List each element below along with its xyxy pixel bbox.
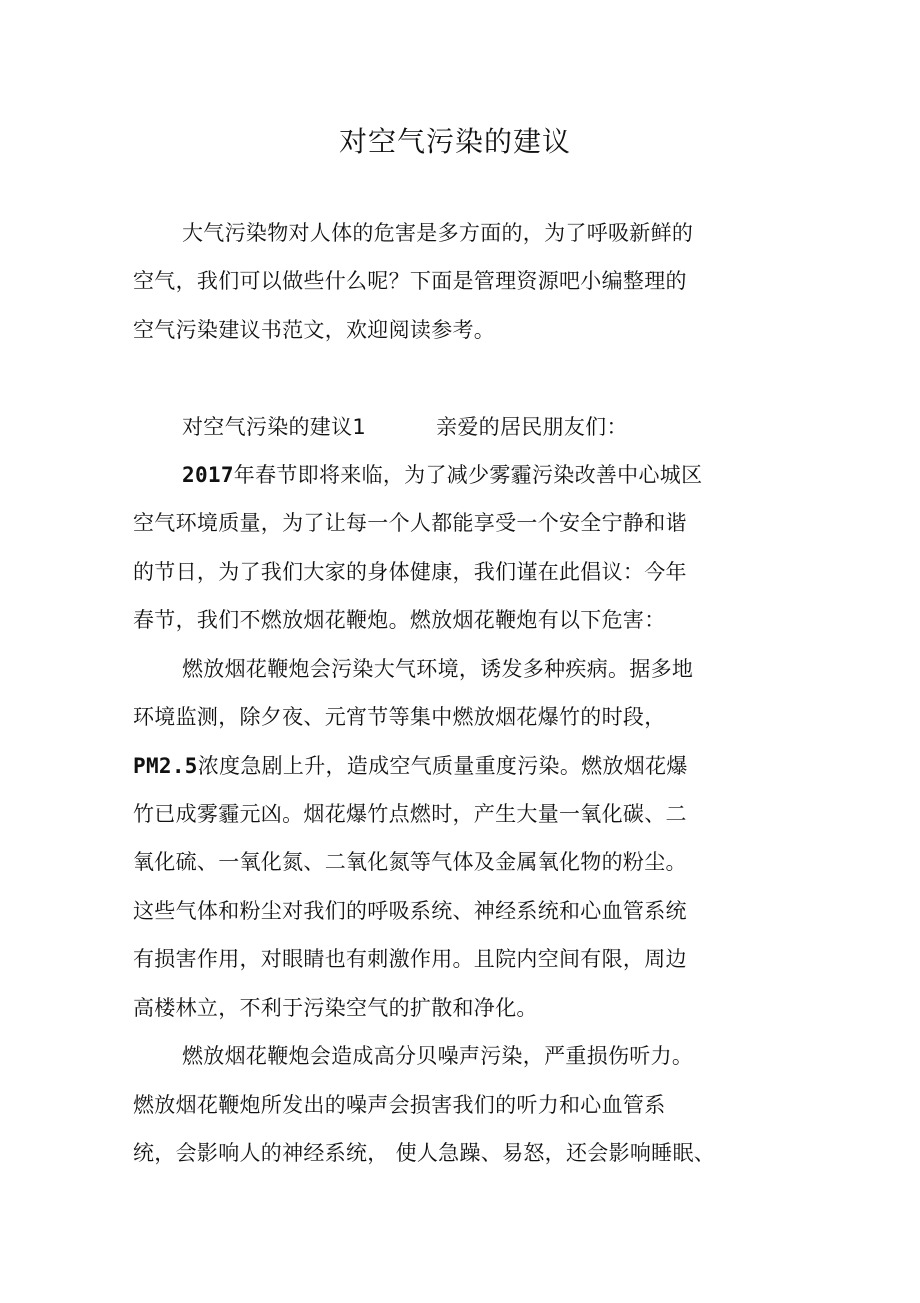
pm25-text: PM2.5	[133, 754, 198, 778]
para1-line-4: 春节，我们不燃放烟花鞭炮。燃放烟花鞭炮有以下危害：	[133, 608, 666, 632]
intro-line-2: 空气，我们可以做些什么呢？下面是管理资源吧小编整理的	[133, 269, 687, 293]
para1-line-2: 空气环境质量，为了让每一个人都能享受一个安全宁静和谐	[133, 511, 687, 535]
para1-line-3: 的节日，为了我们大家的身体健康，我们谨在此倡议：今年	[133, 560, 687, 584]
para2-line-3-rest: 浓度急剧上升，造成空气质量重度污染。燃放烟花爆	[197, 754, 688, 778]
para2-line-2: 环境监测，除夕夜、元宵节等集中燃放烟花爆竹的时段，	[133, 705, 666, 729]
para3-line-1: 燃放烟花鞭炮会造成高分贝噪声污染，严重损伤听力。	[182, 1044, 694, 1068]
intro-line-3: 空气污染建议书范文，欢迎阅读参考。	[133, 318, 496, 342]
year-text: 2017	[182, 463, 234, 487]
section-heading-line	[182, 412, 628, 442]
para3-line-2: 燃放烟花鞭炮所发出的噪声会损害我们的听力和心血管系	[133, 1093, 666, 1117]
para2-line-7: 有损害作用，对眼睛也有刺激作用。且院内空间有限，周边	[133, 947, 687, 971]
para1-line-1	[182, 460, 702, 490]
para1-line-1-rest: 年春节即将来临，为了减少雾霾污染改善中心城区	[233, 463, 703, 487]
salutation: 亲爱的居民朋友们：	[436, 415, 628, 439]
para2-line-3	[133, 751, 688, 781]
section-heading: 对空气污染的建议1	[182, 415, 367, 439]
para2-line-8: 高楼林立，不利于污染空气的扩散和净化。	[133, 996, 538, 1020]
para3-line-3: 统，会影响人的神经系统， 使人急躁、易怒，还会影响睡眠、	[133, 1141, 716, 1165]
para2-line-1: 燃放烟花鞭炮会污染大气环境，诱发多种疾病。据多地	[182, 657, 694, 681]
document-title: 对空气污染的建议	[338, 125, 571, 158]
para2-line-6: 这些气体和粉尘对我们的呼吸系统、神经系统和心血管系统	[133, 899, 687, 923]
intro-line-1: 大气污染物对人体的危害是多方面的，为了呼吸新鲜的	[182, 221, 694, 245]
para2-line-4: 竹已成雾霾元凶。烟花爆竹点燃时，产生大量一氧化碳、二	[133, 802, 687, 826]
para2-line-5: 氧化硫、一氧化氮、二氧化氮等气体及金属氧化物的粉尘。	[133, 850, 687, 874]
